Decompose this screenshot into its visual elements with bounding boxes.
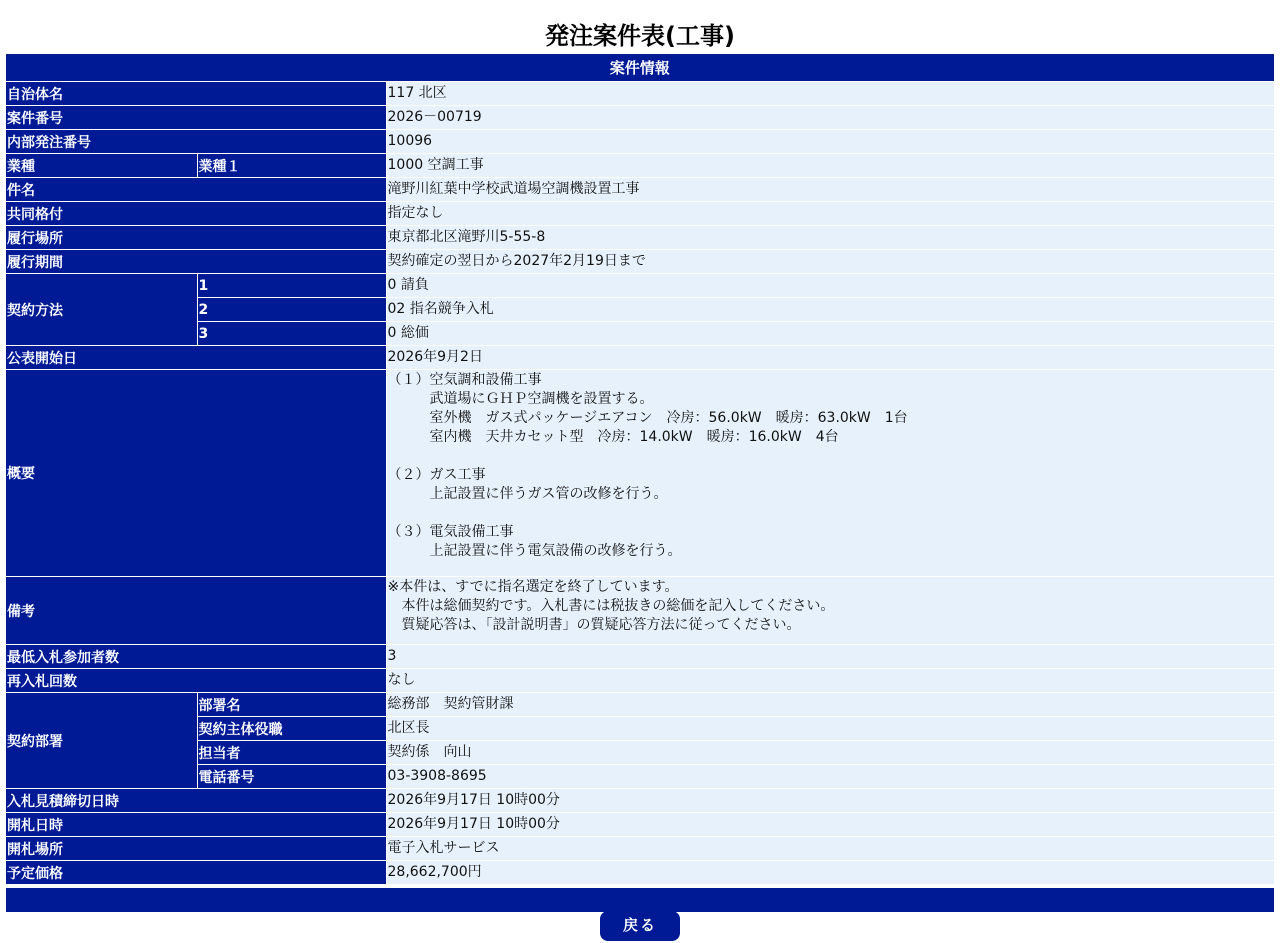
value-case-number: 2026－00719 [386,106,1274,130]
key-contract-dept-3: 担当者 [197,741,386,765]
row-bid-deadline [6,789,1274,813]
button-area [0,911,1280,941]
label-business-type: 業種 [6,154,197,178]
label-contract-method: 契約方法 [6,274,197,346]
label-contract-dept: 契約部署 [6,693,197,789]
row-contract-method-3 [6,322,1274,346]
value-joint-rating: 指定なし [386,202,1274,226]
row-opening-place [6,837,1274,861]
value-min-bidders: 3 [386,645,1274,669]
row-contract-dept-1 [6,693,1274,717]
value-contract-method-3: 0 総価 [386,322,1274,346]
key-contract-method-2: 2 [197,298,386,322]
value-contract-dept-2: 北区長 [386,717,1274,741]
label-opening-datetime: 開札日時 [6,813,386,837]
row-case-number [6,106,1274,130]
value-business-type: 1000 空調工事 [386,154,1274,178]
row-publish-start [6,346,1274,370]
row-joint-rating [6,202,1274,226]
label-min-bidders: 最低入札参加者数 [6,645,386,669]
value-contract-dept-4: 03-3908-8695 [386,765,1274,789]
row-remarks [6,577,1274,645]
row-contract-method-1 [6,274,1274,298]
row-internal-order-number [6,130,1274,154]
table-footer-row [6,886,1274,913]
label-location: 履行場所 [6,226,386,250]
row-subject [6,178,1274,202]
row-location [6,226,1274,250]
label-publish-start: 公表開始日 [6,346,386,370]
value-subject: 滝野川紅葉中学校武道場空調機設置工事 [386,178,1274,202]
row-min-bidders [6,645,1274,669]
page-title: 発注案件表(工事) [545,22,735,50]
row-contract-dept-3 [6,741,1274,765]
row-contract-dept-4 [6,765,1274,789]
value-municipality: 117 北区 [386,82,1274,106]
row-period [6,250,1274,274]
label-opening-place: 開札場所 [6,837,386,861]
value-publish-start: 2026年9月2日 [386,346,1274,370]
label-overview: 概要 [6,370,386,577]
label-rebid-count: 再入札回数 [6,669,386,693]
table-header-row [6,54,1274,82]
value-contract-dept-3: 契約係 向山 [386,741,1274,765]
value-bid-deadline: 2026年9月17日 10時00分 [386,789,1274,813]
section-header: 案件情報 [6,54,1274,82]
value-opening-datetime: 2026年9月17日 10時00分 [386,813,1274,837]
value-rebid-count: なし [386,669,1274,693]
back-button[interactable]: 戻る [600,911,680,941]
key-contract-method-1: 1 [197,274,386,298]
value-location: 東京都北区滝野川5-55-8 [386,226,1274,250]
row-rebid-count [6,669,1274,693]
row-contract-method-2 [6,298,1274,322]
sublabel-business-type: 業種１ [197,154,386,178]
value-overview: （１）空気調和設備工事 武道場にＧＨＰ空調機を設置する。 室外機 ガス式パッケージエアコン 冷房：56.0kW 暖房：63.0kW 1台 室内機 天井カセット型 冷房：14.0kW 暖房：16.0kW 4台 （２）ガス工事 上記設置に伴うガス管の改修を行う。 （３）電気設備工事 上記設置に伴う電気設備の改修を行う。 [386,370,1274,577]
value-period: 契約確定の翌日から2027年2月19日まで [386,250,1274,274]
key-contract-dept-4: 電話番号 [197,765,386,789]
row-contract-dept-2 [6,717,1274,741]
value-internal-order-number: 10096 [386,130,1274,154]
label-period: 履行期間 [6,250,386,274]
key-contract-dept-1: 部署名 [197,693,386,717]
label-subject: 件名 [6,178,386,202]
value-contract-dept-1: 総務部 契約管財課 [386,693,1274,717]
row-municipality [6,82,1274,106]
label-joint-rating: 共同格付 [6,202,386,226]
case-info-table [6,54,1275,913]
label-case-number: 案件番号 [6,106,386,130]
label-bid-deadline: 入札見積締切日時 [6,789,386,813]
table-footer-bar [6,886,1274,913]
label-remarks: 備考 [6,577,386,645]
key-contract-method-3: 3 [197,322,386,346]
value-remarks: ※本件は、すでに指名選定を終了しています。 本件は総価契約です。入札書には税抜きの総価を記入してください。 質疑応答は、「設計説明書」の質疑応答方法に従ってください。 [386,577,1274,645]
value-opening-place: 電子入札サービス [386,837,1274,861]
value-planned-price: 28,662,700円 [386,861,1274,887]
row-overview [6,370,1274,577]
label-municipality: 自治体名 [6,82,386,106]
row-opening-datetime [6,813,1274,837]
value-contract-method-1: 0 請負 [386,274,1274,298]
row-business-type [6,154,1274,178]
label-internal-order-number: 内部発注番号 [6,130,386,154]
key-contract-dept-2: 契約主体役職 [197,717,386,741]
row-planned-price [6,861,1274,887]
value-contract-method-2: 02 指名競争入札 [386,298,1274,322]
label-planned-price: 予定価格 [6,861,386,887]
